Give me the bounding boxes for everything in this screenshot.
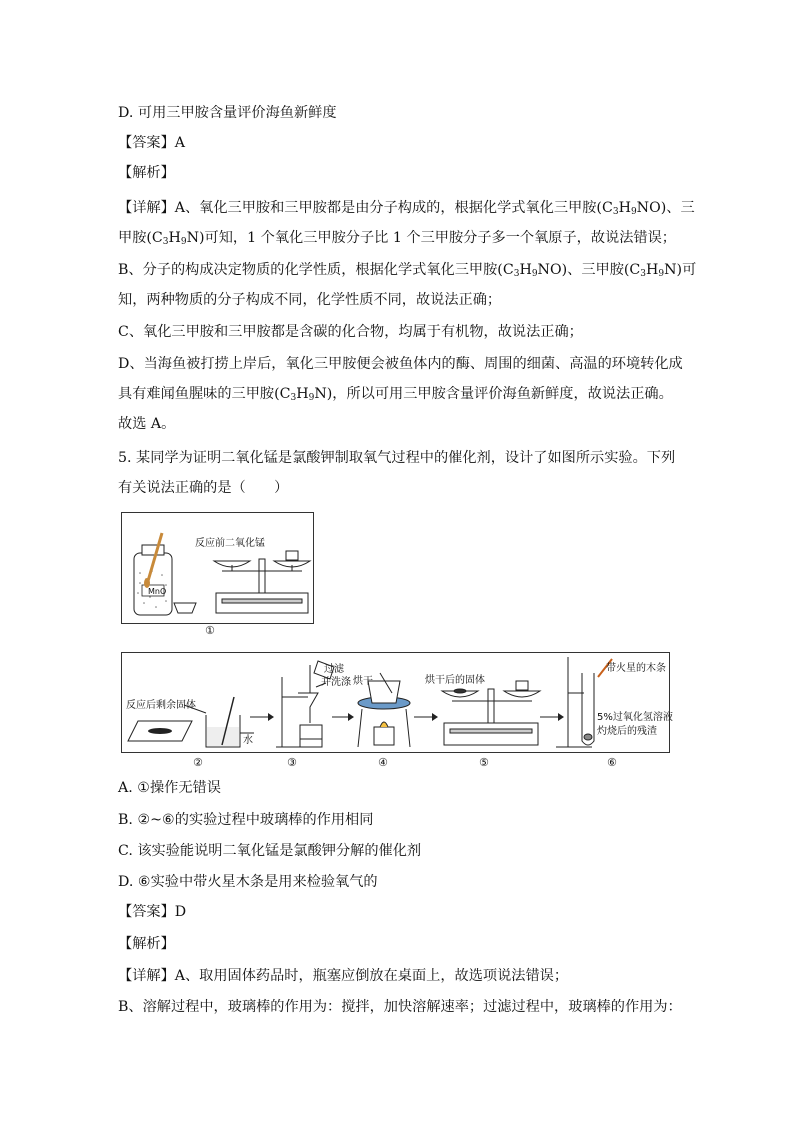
- fig1-bottle-label: MnO: [148, 587, 167, 596]
- stopper-icon: [174, 603, 196, 613]
- fig2-splint-label: 带火星的木条: [606, 663, 666, 674]
- figure-2-number-2: ②: [193, 756, 203, 769]
- figure-2-number-5: ⑤: [479, 756, 489, 769]
- fig2-residue-after-label: 灼烧后的残渣: [597, 726, 657, 737]
- q4-detail-line-7: 具有难闻鱼腥味的三甲胺$(C_3H_9N)$，所以可用三甲胺含量评价海鱼新鲜度，故说法正确。: [118, 386, 673, 403]
- fig2-filter-label-2: 并洗涤: [321, 677, 351, 688]
- q4-analysis-heading: 【解析】: [118, 165, 175, 181]
- q4-answer: 【答案】A: [118, 135, 185, 151]
- q5-option-a: A. ①操作无错误: [118, 780, 221, 796]
- q5-stem-line-1: 5. 某同学为证明二氧化锰是氯酸钾制取氧气过程中的催化剂，设计了如图所示实验。下列: [118, 450, 676, 466]
- balance-icon: [442, 681, 540, 745]
- figure-2-number-3: ③: [287, 756, 297, 769]
- q4-detail-line-2: 甲胺$(C_3H_9N)$可知，1 个氧化三甲胺分子比 1 个三甲胺分子多一个氧原子，故说法错误；: [118, 230, 676, 247]
- balance-icon: [214, 551, 310, 613]
- q4-detail-line-5: C、氧化三甲胺和三甲胺都是含碳的化合物，均属于有机物，故说法正确；: [118, 324, 583, 340]
- q5-analysis-heading: 【解析】: [118, 936, 175, 952]
- figure-2-number-6: ⑥: [607, 756, 617, 769]
- figure-2-drawing: [122, 653, 669, 752]
- q4-conclusion: 故选 A。: [118, 416, 176, 432]
- q5-option-b: B. ②~⑥的实验过程中玻璃棒的作用相同: [118, 812, 374, 828]
- fig2-dried-solid-label: 烘干后的固体: [425, 675, 485, 686]
- fig2-h2o2-label: 5%过氧化氢溶液: [597, 712, 673, 723]
- beaker-icon: [206, 697, 240, 747]
- fig2-dry-label: 烘干: [353, 676, 373, 687]
- q5-answer: 【答案】D: [118, 904, 187, 920]
- q5-detail-line-2: B、溶解过程中，玻璃棒的作用为：搅拌，加快溶解速率；过滤过程中，玻璃棒的作用为：: [118, 999, 682, 1015]
- figure-1-weighing: [121, 512, 314, 624]
- q4-detail-line-1: 【详解】A、氧化三甲胺和三甲胺都是由分子构成的，根据化学式氧化三甲胺$(C_3H_9NO)$、三: [118, 200, 695, 217]
- q4-detail-line-3: B、分子的构成决定物质的化学性质，根据化学式氧化三甲胺$(C_3H_9NO)$、三甲胺$(C_3H_9N)$可: [118, 262, 697, 279]
- figure-2-number-4: ④: [378, 756, 388, 769]
- q4-detail-line-6: D、当海鱼被打捞上岸后，氧化三甲胺便会被鱼体内的酶、周围的细菌、高温的环境转化成: [118, 356, 683, 372]
- fig2-water-label: 水: [243, 735, 253, 746]
- q5-option-c: C. 该实验能说明二氧化锰是氯酸钾分解的催化剂: [118, 843, 422, 859]
- fig2-residue-label: 反应后剩余固体: [126, 700, 196, 711]
- q5-stem-line-2: 有关说法正确的是（ ）: [118, 480, 289, 496]
- q5-option-d: D. ⑥实验中带火星木条是用来检验氧气的: [118, 874, 378, 890]
- q4-detail-line-4: 知，两种物质的分子构成不同，化学性质不同，故说法正确；: [118, 292, 502, 308]
- figure-1-drawing: [122, 513, 313, 623]
- figure-2-procedure: [121, 652, 673, 753]
- fig2-filter-label-1: 过滤: [324, 664, 344, 675]
- fig1-label: 反应前二氧化锰: [195, 538, 265, 549]
- q4-option-d: D. 可用三甲胺含量评价海鱼新鲜度: [118, 105, 337, 121]
- q5-detail-line-1: 【详解】A、取用固体药品时，瓶塞应倒放在桌面上，故选项说法错误；: [118, 968, 569, 984]
- figure-1-number: ①: [205, 624, 215, 637]
